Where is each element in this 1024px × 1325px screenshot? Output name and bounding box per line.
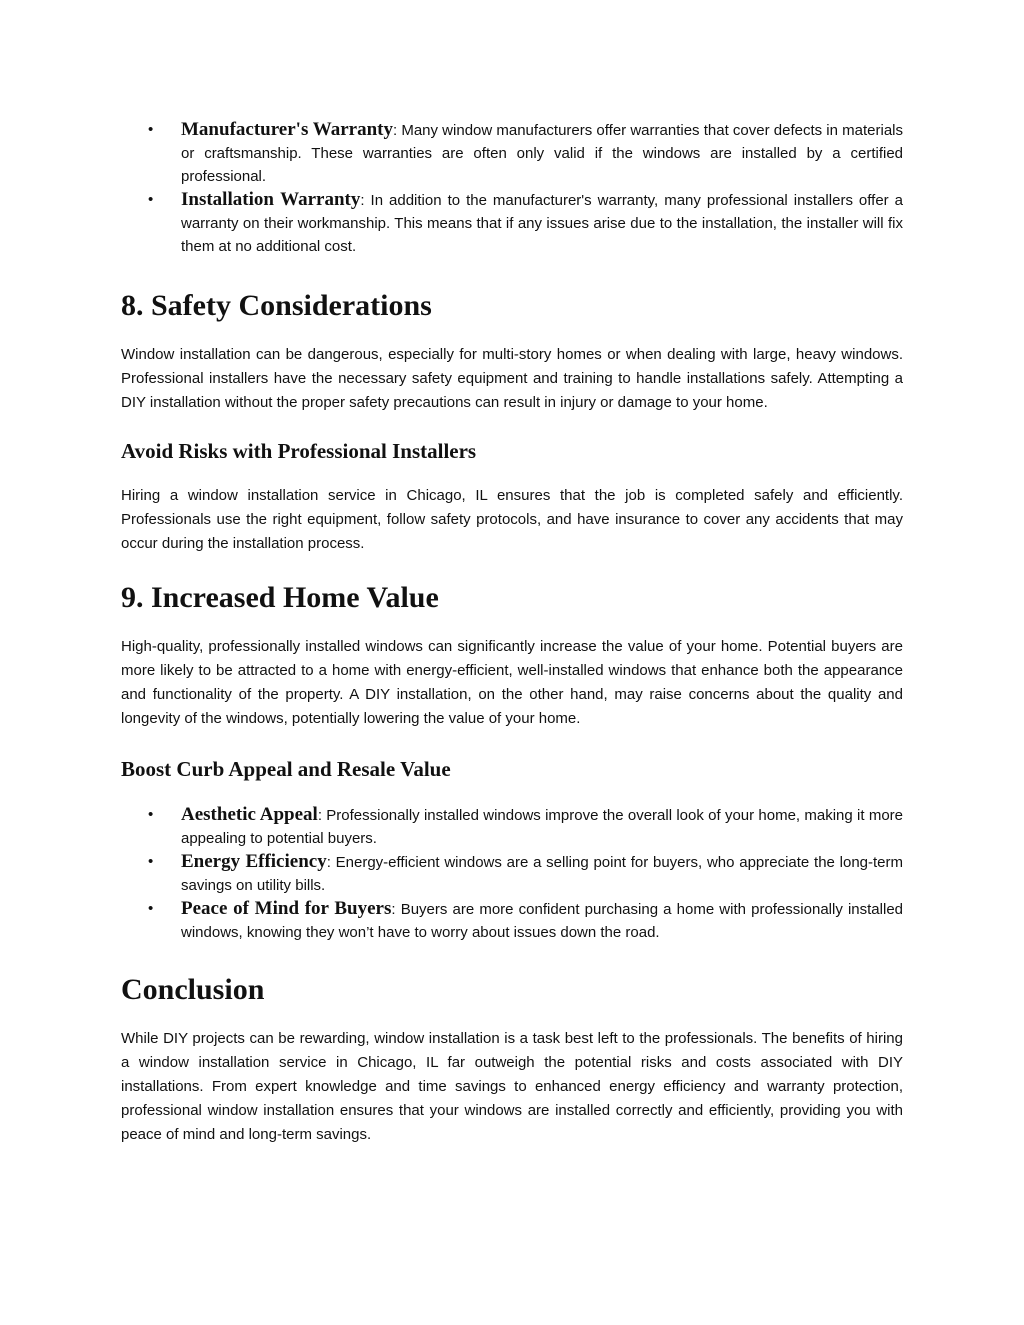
list-item-text: Energy-efficient windows are a selling point for buyers, who appreciate the long-term savings on utility bills. — [181, 854, 903, 894]
document-page — [121, 118, 903, 1147]
bullet-icon: • — [148, 900, 154, 917]
list-item-separator: : — [317, 807, 327, 824]
bullet-icon: • — [148, 806, 154, 823]
home-value-paragraph: High-quality, professionally installed windows can significantly increase the value of your home. Potential buyers are more likely to be attracted to a home with energy-efficient, well-installed windows that enhance both the appearance and functionality of the property. A DIY installation, on the other hand, may raise concerns about the quality and longevity of the windows, potentially lowering the value of your home. — [121, 638, 903, 727]
list-item-term: Manufacturer's Warranty — [181, 119, 393, 140]
list-item-separator: : — [326, 854, 336, 871]
list-item-text: Buyers are more confident purchasing a home with professionally installed windows, knowing they won’t have to worry about issues down the road. — [181, 901, 903, 941]
subheading-avoid-risks: Avoid Risks with Professional Installers — [121, 439, 477, 463]
safety-paragraph: Window installation can be dangerous, especially for multi-story homes or when dealing with large, heavy windows. Professional installers have the necessary safety equipment and training to handle installations safely. Attempting a DIY installation without the proper safety precautions can result in injury or damage to your home. — [121, 346, 903, 411]
list-item — [121, 897, 903, 944]
warranty-list — [121, 118, 903, 258]
list-item-text: Professionally installed windows improve the overall look of your home, making it more appealing to potential buyers. — [181, 807, 903, 847]
list-item-term: Energy Efficiency — [181, 851, 327, 872]
list-item-term: Peace of Mind for Buyers — [181, 898, 392, 919]
list-item-separator: : — [360, 192, 371, 209]
subheading-curb-appeal: Boost Curb Appeal and Resale Value — [121, 757, 451, 781]
list-item-text: Many window manufacturers offer warranties that cover defects in materials or craftsmanship. These warranties are often only valid if the windows are installed by a certified professional. — [181, 122, 903, 185]
section-heading-safety: 8. Safety Considerations — [121, 289, 432, 322]
section-heading-home-value: 9. Increased Home Value — [121, 581, 439, 614]
list-item-separator: : — [391, 901, 401, 918]
avoid-risks-paragraph: Hiring a window installation service in Chicago, IL ensures that the job is completed safely and efficiently. Professionals use the right equipment, follow safety protocols, and have insurance to cover any accidents that may occur during the installation process. — [121, 487, 903, 552]
list-item — [121, 850, 903, 897]
list-item — [121, 118, 903, 188]
list-item-term: Aesthetic Appeal — [181, 804, 318, 825]
bullet-icon: • — [148, 191, 154, 208]
bullet-icon: • — [148, 121, 154, 138]
curb-appeal-list — [121, 803, 903, 944]
list-item — [121, 803, 903, 850]
list-item-term: Installation Warranty — [181, 189, 361, 210]
list-item — [121, 188, 903, 258]
conclusion-paragraph: While DIY projects can be rewarding, window installation is a task best left to the professionals. The benefits of hiring a window installation service in Chicago, IL far outweigh the potential risks and costs associated with DIY installations. From expert knowledge and time savings to enhanced energy efficiency and warranty protection, professional window installation ensures that your windows are installed correctly and efficiently, providing you with peace of mind and long-term savings. — [121, 1030, 903, 1143]
section-heading-conclusion: Conclusion — [121, 973, 265, 1006]
list-item-separator: : — [392, 122, 402, 139]
list-item-text: In addition to the manufacturer's warranty, many professional installers offer a warranty on their workmanship. This means that if any issues arise due to the installation, the installer will fix them at no additional cost. — [181, 192, 904, 255]
bullet-icon: • — [148, 853, 154, 870]
